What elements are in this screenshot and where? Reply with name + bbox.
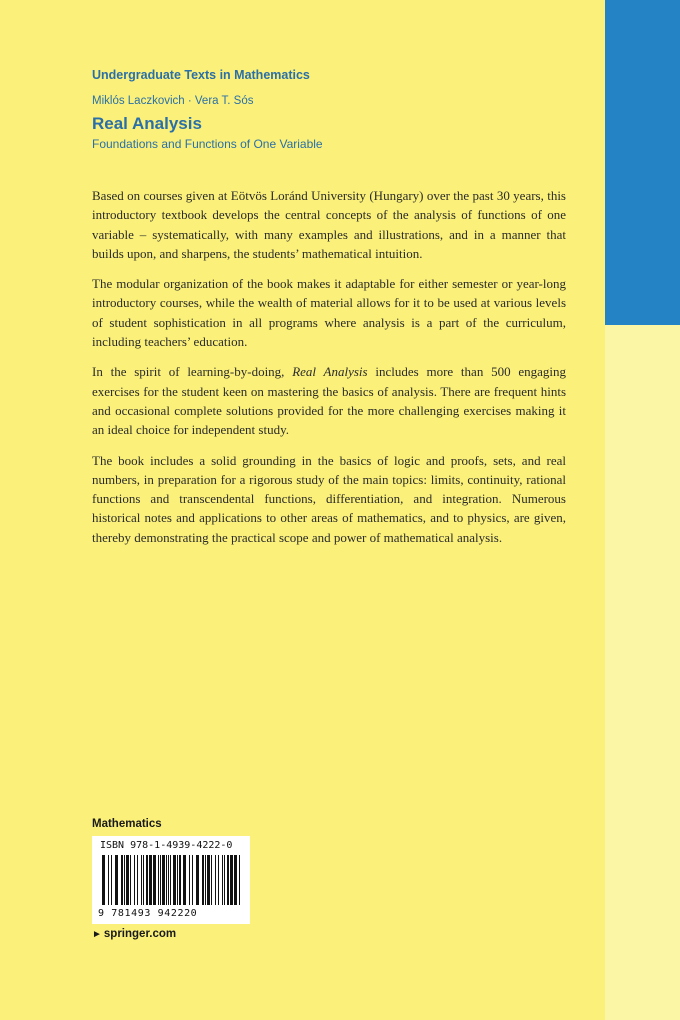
barcode-bar xyxy=(143,855,144,905)
p3-title-italic: Real Analysis xyxy=(292,364,368,380)
blurb-paragraph-4: The book includes a solid grounding in the basics of logic and proofs, sets, and real numbers, in preparation for a rigorous study of the main topics: limits, continuity, rational functions and transcendental functions, differentiation, and integration. Numerous historical notes and applications to other areas of mathematics, and to physics, are given, thereby demonstrating the practical scope and power of mathematical analysis. xyxy=(92,452,566,545)
barcode-bar xyxy=(108,855,109,905)
book-subtitle: Foundations and Functions of One Variable xyxy=(92,137,323,151)
barcode-bar xyxy=(227,855,229,905)
barcode-bar xyxy=(102,855,105,905)
barcode-bar xyxy=(149,855,152,905)
subject-label: Mathematics xyxy=(92,818,162,830)
barcode-bar xyxy=(137,855,138,905)
barcode-bar xyxy=(134,855,135,905)
barcode-bar xyxy=(222,855,223,905)
barcode-bar xyxy=(173,855,176,905)
barcode-bar xyxy=(183,855,186,905)
barcode-bar xyxy=(141,855,142,905)
barcode-bar xyxy=(207,855,210,905)
barcode-bar xyxy=(215,855,216,905)
blurb-paragraph-2: The modular organization of the book makes it adaptable for either semester or year-long introductory courses, while the wealth of material allows for it to be used at various levels of student sophistication in all programs where analysis is a part of the curriculum, including teachers’ education. xyxy=(92,276,566,350)
isbn-label: ISBN 978-1-4939-4222-0 xyxy=(100,840,233,851)
barcode-bar xyxy=(126,855,129,905)
authors: Miklós Laczkovich · Vera T. Sós xyxy=(92,95,254,107)
barcode-bar xyxy=(224,855,225,905)
barcode-bar xyxy=(146,855,148,905)
barcode-bar xyxy=(196,855,199,905)
barcode-bar xyxy=(230,855,233,905)
barcode-bar xyxy=(179,855,181,905)
barcode-bar xyxy=(234,855,237,905)
triangle-right-icon: ► xyxy=(92,929,102,940)
website-link[interactable] xyxy=(92,928,176,940)
barcode-bar xyxy=(177,855,178,905)
barcode-bar xyxy=(170,855,171,905)
p3-lead: In the spirit of learning-by-doing, xyxy=(92,364,293,380)
blurb-paragraph-1: Based on courses given at Eötvös Loránd University (Hungary) over the past 30 years, this introductory textbook develops the central concepts of the analysis of functions of one variable – systematically, with many examples and illustrations, and in a manner that builds upon, and sharpens, the students’ mathematical intuition. xyxy=(92,188,566,261)
barcode-bar xyxy=(153,855,156,905)
series-name: Undergraduate Texts in Mathematics xyxy=(92,68,310,82)
barcode-box xyxy=(92,836,250,924)
barcode-bar xyxy=(130,855,131,905)
barcode-bar xyxy=(115,855,118,905)
barcode-bar xyxy=(162,855,165,905)
barcode-bar xyxy=(192,855,193,905)
p3-rest: includes more than 500 engaging exercises for the student keen on mastering the basics of analysis. There are frequent hints and occasional complete solutions provided for the more challenging exercises making it an ideal choice for independent study. xyxy=(92,364,566,438)
barcode-bar xyxy=(239,855,240,905)
barcode-bar xyxy=(205,855,206,905)
book-title: Real Analysis xyxy=(92,114,202,133)
blue-accent-band xyxy=(605,0,680,325)
blurb xyxy=(92,186,566,558)
barcode-bar xyxy=(202,855,204,905)
barcode-bar xyxy=(189,855,190,905)
barcode-bar xyxy=(218,855,219,905)
blurb-paragraph-3 xyxy=(92,362,566,439)
barcode-bar xyxy=(121,855,123,905)
barcode-bar xyxy=(124,855,125,905)
barcode-bar xyxy=(111,855,112,905)
barcode-bar xyxy=(166,855,167,905)
barcode-bar xyxy=(160,855,161,905)
barcode-digits: 9 781493 942220 xyxy=(98,908,198,919)
barcode-bar xyxy=(158,855,159,905)
barcode-bar xyxy=(168,855,169,905)
website-label: springer.com xyxy=(103,928,177,940)
barcode-bar xyxy=(211,855,212,905)
barcode-icon xyxy=(98,855,244,907)
